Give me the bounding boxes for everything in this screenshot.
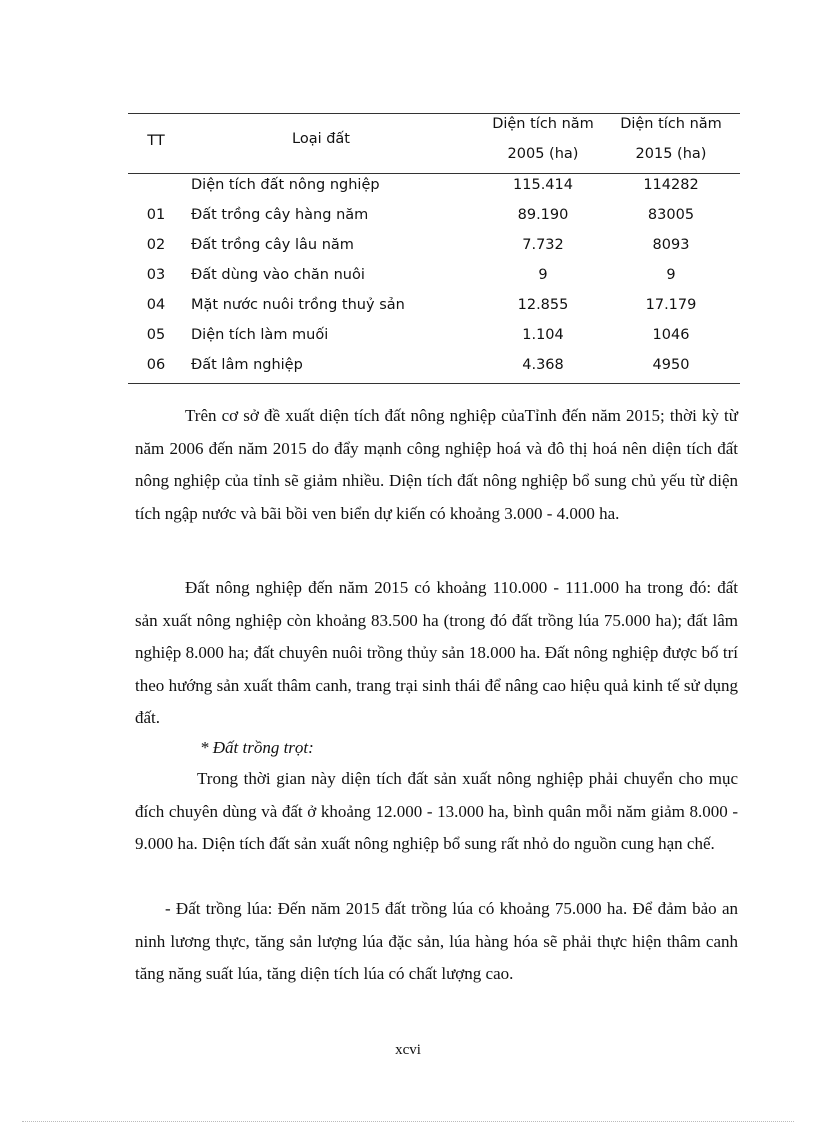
header-2015-line2: 2015 (ha) — [635, 146, 707, 162]
row-area-2015: 1046 — [652, 327, 690, 343]
table-row — [128, 290, 740, 320]
row-area-2005: 7.732 — [522, 237, 564, 253]
header-2005-line1: Diện tích năm — [492, 116, 594, 132]
subheading: * Đất trồng trọt: — [200, 738, 314, 757]
table-row — [128, 260, 740, 290]
row-tt: 03 — [146, 267, 166, 283]
table-row — [128, 320, 740, 350]
page-bottom-rule — [22, 1121, 794, 1122]
header-land-type: Loại đất — [292, 131, 350, 147]
page-number: xcvi — [395, 1042, 421, 1058]
row-area-2015: 114282 — [643, 177, 699, 193]
row-area-2015: 4950 — [652, 357, 690, 373]
table-row — [128, 230, 740, 260]
row-land-type: Diện tích làm muối — [191, 327, 329, 343]
row-area-2005: 4.368 — [522, 357, 564, 373]
row-tt: 06 — [146, 357, 166, 373]
row-land-type: Đất trồng cây lâu năm — [191, 237, 354, 253]
row-tt: 01 — [146, 207, 166, 223]
paragraph-2: Đất nông nghiệp đến năm 2015 có khoảng 110.000 - 111.000 ha trong đó: đất sản xuất nông nghiệp còn khoảng 83.500 ha (trong đó đất trồng lúa 75.000 ha); đất lâm nghiệp 8.000 ha; đất chuyên nuôi trồng thủy sản 18.000 ha. Đất nông nghiệp được bố trí theo hướng sản xuất thâm canh, trang trại sinh thái để nâng cao hiệu quả kinh tế sử dụng đất. — [135, 578, 738, 727]
paragraph-3: Trong thời gian này diện tích đất sản xuất nông nghiệp phải chuyển cho mục đích chuyên dùng và đất ở khoảng 12.000 - 13.000 ha, bình quân mỗi năm giảm 8.000 - 9.000 ha. Diện tích đất sản xuất nông nghiệp bổ sung rất nhỏ do nguồn cung hạn chế. — [135, 769, 738, 853]
row-area-2005: 89.190 — [517, 207, 569, 223]
row-area-2005: 1.104 — [522, 327, 564, 343]
table-row — [128, 200, 740, 230]
header-tt: TT — [147, 133, 165, 149]
row-land-type: Mặt nước nuôi trồng thuỷ sản — [191, 297, 405, 313]
row-tt: 02 — [146, 237, 166, 253]
table-row — [128, 350, 740, 380]
row-area-2015: 9 — [666, 267, 676, 283]
row-tt: 05 — [146, 327, 166, 343]
paragraph-1: Trên cơ sở đề xuất diện tích đất nông nghiệp củaTỉnh đến năm 2015; thời kỳ từ năm 2006 đến năm 2015 do đẩy mạnh công nghiệp hoá và đô thị hoá nên diện tích đất nông nghiệp của tỉnh sẽ giảm nhiều. Diện tích đất nông nghiệp bổ sung chủ yếu từ diện tích ngập nước và bãi bồi ven biển dự kiến có khoảng 3.000 - 4.000 ha. — [135, 406, 738, 523]
row-land-type: Đất lâm nghiệp — [191, 357, 303, 373]
row-land-type: Diện tích đất nông nghiệp — [191, 177, 380, 193]
row-area-2005: 12.855 — [517, 297, 569, 313]
row-land-type: Đất dùng vào chăn nuôi — [191, 267, 365, 283]
row-area-2015: 8093 — [652, 237, 690, 253]
table-bottom-rule — [128, 383, 740, 384]
paragraph-4: - Đất trồng lúa: Đến năm 2015 đất trồng lúa có khoảng 75.000 ha. Để đảm bảo an ninh lương thực, tăng sản lượng lúa đặc sản, lúa hàng hóa sẽ phải thực hiện thâm canh tăng năng suất lúa, tăng diện tích lúa có chất lượng cao. — [135, 899, 738, 983]
row-area-2005: 115.414 — [513, 177, 573, 193]
row-area-2005: 9 — [538, 267, 548, 283]
row-area-2015: 17.179 — [645, 297, 697, 313]
header-2015-line1: Diện tích năm — [620, 116, 722, 132]
row-land-type: Đất trồng cây hàng năm — [191, 207, 369, 223]
header-2005-line2: 2005 (ha) — [507, 146, 579, 162]
row-tt: 04 — [146, 297, 166, 313]
row-area-2015: 83005 — [647, 207, 695, 223]
table-row — [128, 170, 740, 200]
